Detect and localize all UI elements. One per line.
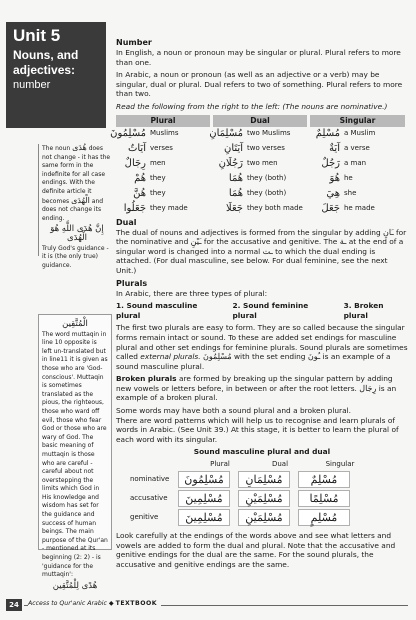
- table-row: [130, 489, 408, 508]
- side-note-huda: [38, 143, 112, 269]
- case-label: nominative: [130, 474, 170, 483]
- arabic-word: جَعَلَا: [226, 203, 243, 215]
- arabic-word: مُسْلِمٌ: [315, 128, 340, 140]
- heading-dual: Dual: [116, 217, 137, 227]
- arabic-word: هِيَ: [326, 188, 340, 200]
- arabic-ending: ـة: [339, 237, 347, 247]
- sound-plural-table: [130, 459, 408, 527]
- plural-type: 3. Broken plural: [343, 301, 384, 320]
- arabic-form-cell: مُسْلِمٌ: [298, 471, 350, 488]
- arabic-form-cell: مُسْلِمِينَ: [178, 490, 230, 507]
- arabic-word: رَجُلَانِ: [218, 158, 243, 170]
- english-gloss: a Muslim: [344, 129, 376, 138]
- table-cell: [310, 174, 405, 184]
- table-cell: [116, 204, 210, 214]
- arabic-word: هُمَا: [228, 188, 243, 200]
- plural-type: 2. Sound feminine plural: [232, 301, 309, 320]
- table-row: [116, 142, 408, 157]
- arabic-word: مُسْلِمَانِ: [209, 128, 243, 140]
- arabic-form-cell: مُسْلِمِينَ: [178, 509, 230, 526]
- text: are formed by breaking up the singular pattern by adding new vowels or letters before, in between or after the root letters.: [116, 374, 393, 393]
- page-number: 24: [6, 599, 22, 611]
- arabic-word: مُسْلِمُونَ: [202, 352, 232, 362]
- table-cell: [213, 189, 307, 199]
- english-gloss: he made: [344, 204, 375, 213]
- main-column: [110, 38, 408, 572]
- side-note-muttaqin: [38, 314, 112, 591]
- arabic-word: هُنَّ: [133, 188, 146, 200]
- arabic-word: آيَةٌ: [329, 143, 340, 155]
- english-gloss: they: [150, 189, 166, 198]
- plural-types: [116, 301, 408, 320]
- text: external plurals.: [140, 352, 201, 362]
- arabic-word: رَجُلٌ: [321, 158, 340, 170]
- arabic-verse: هُدًى لِلْمُتَّقِين: [52, 580, 98, 591]
- header-dual: Dual: [271, 459, 289, 468]
- table-row: [116, 202, 408, 217]
- paragraph: In English, a noun or pronoun may be singular or plural. Plural refers to more than one.: [116, 48, 401, 67]
- text: is an example of a sound masculine plural.: [116, 352, 391, 371]
- heading-number: Number: [116, 38, 152, 47]
- paragraph: In Arabic, there are three types of plural:: [116, 288, 268, 298]
- arabic-verse: إِنَّ هُدَى اللَّهِ هُوَ الْهُدَى: [50, 224, 104, 243]
- arabic-form-cell: مُسْلِمٍ: [298, 509, 350, 526]
- arabic-ending: ـَانِ: [383, 227, 394, 237]
- unit-title: Unit 5: [13, 26, 61, 45]
- table-cell: [209, 128, 307, 140]
- table-cell: [116, 159, 210, 169]
- english-gloss: men: [150, 159, 166, 168]
- english-gloss: two Muslims: [247, 129, 291, 138]
- instruction: Read the following from the right to the left: (The nouns are nominative.): [116, 101, 388, 111]
- table-body: [130, 470, 408, 527]
- english-gloss: they made: [150, 204, 188, 213]
- paragraph: Some words may have both a sound plural and a broken plural.: [116, 406, 352, 416]
- arabic-form-cell: مُسْلِمُونَ: [178, 471, 230, 488]
- arabic-word: هُوَ: [329, 173, 340, 185]
- table-header: [116, 115, 408, 127]
- heading-plurals: Plurals: [116, 278, 148, 288]
- table-cell: [110, 128, 210, 140]
- arabic-word: الْمُتَّقِين: [62, 319, 88, 329]
- arabic-ending: ـُونَ: [307, 352, 321, 362]
- english-gloss: they both made: [247, 204, 303, 213]
- table-cell: [310, 204, 405, 214]
- table-cell: [116, 174, 210, 184]
- arabic-form-cell: مُسْلِمَانِ: [238, 471, 290, 488]
- arabic-word: الْهُدَى: [71, 195, 90, 205]
- table-cell: [116, 189, 210, 199]
- arabic-word: جَعَلُوا: [123, 203, 146, 215]
- page-footer: [0, 596, 416, 620]
- english-gloss: a verse: [344, 144, 370, 153]
- english-gloss: two verses: [247, 144, 285, 153]
- arabic-ending: ـت: [262, 246, 273, 256]
- note-text: The word muttaqin in line 10 opposite is left un-translated but in line11 it is given as those who are 'God-conscious'. Muttaqin is sometimes translated as the pious, the righteous, those who ward off evil, those who fear God or those who are wary of God. The basic meaning of muttaqin is those who are careful - careful about not overstepping the limits which God in His knowledge and wisdom has set for the guidance and success of human beings. The main purpose of the Qur'an - mentioned at its beginning (2: 2) - is 'guidance for the muttaqin':: [42, 330, 108, 579]
- arabic-form-cell: مُسْلِمَيْنِ: [238, 509, 290, 526]
- paragraph: [116, 374, 408, 403]
- text: The first two plurals are easy to form. They are so called because the singular forms remain intact or sound. To these are added set endings for masculine plural and other set endings for feminine plurals. Sound plurals are sometimes called: [116, 323, 408, 362]
- english-gloss: Muslims: [150, 129, 179, 138]
- table-row: [130, 508, 408, 527]
- text: The dual of nouns and adjectives is formed from the singular by adding: [116, 227, 381, 237]
- note-text: does not change - it has the same form in the indefinite for all case endings. With the definite article it becomes: [42, 145, 111, 205]
- arabic-word: هُدَى: [72, 143, 87, 152]
- header-singular: Singular: [310, 115, 405, 127]
- text: with the set ending: [234, 352, 306, 362]
- text: Broken plurals: [116, 374, 177, 384]
- table-body: [110, 127, 408, 217]
- table-cell: [310, 129, 405, 139]
- english-gloss: she: [344, 189, 357, 198]
- header-singular: Singular: [325, 459, 355, 468]
- text: for the accusative and genitive. The: [203, 237, 338, 247]
- table-row: [116, 172, 408, 187]
- paragraph: [116, 228, 408, 276]
- table-row: [116, 187, 408, 202]
- english-gloss: they: [150, 174, 166, 183]
- header-plural: Plural: [116, 115, 210, 127]
- paragraph: There are word patterns which will help us to recognise and learn plurals of words in Arabic. (See Unit 39.) At this stage, it is better to learn the plural of each word with its singular.: [116, 415, 399, 444]
- plural-type: 1. Sound masculine plural: [116, 301, 198, 320]
- arabic-word: آيَاتٌ: [127, 143, 146, 155]
- footer-title: [28, 600, 161, 607]
- table-row: [110, 127, 408, 142]
- unit-subtitle: Nouns, and adjectives:: [13, 48, 79, 77]
- arabic-word: هُمْ: [134, 173, 146, 185]
- number-table: [110, 115, 408, 218]
- header-dual: Dual: [213, 115, 307, 127]
- table-cell: [213, 144, 307, 154]
- paragraph: Look carefully at the endings of the words above and see what letters and vowels are added to form the dual and plural. Note that the accusative and genitive endings for the dual are the same. For the sound plurals, the accusative and genitive endings are the same.: [116, 531, 396, 569]
- table-cell: [310, 189, 405, 199]
- table-cell: [310, 144, 405, 154]
- table-cell: [116, 144, 210, 154]
- arabic-word: آيَتَانِ: [224, 143, 243, 155]
- arabic-word: جَعَلَ: [321, 203, 340, 215]
- case-label: genitive: [130, 512, 159, 521]
- table-cell: [213, 174, 307, 184]
- arabic-word: هُمَا: [228, 173, 243, 185]
- paragraph: [116, 323, 408, 371]
- note-text: and does not change its ending.: [42, 197, 104, 222]
- english-gloss: verses: [150, 144, 173, 153]
- arabic-form-cell: مُسْلِمًا: [298, 490, 350, 507]
- unit-topic: number: [13, 79, 51, 91]
- footer-label: TEXTBOOK: [115, 600, 158, 607]
- english-gloss: they (both): [247, 189, 287, 198]
- arabic-word: رِجَالٌ: [124, 158, 146, 170]
- header-plural: Plural: [210, 459, 230, 468]
- note-translation: Truly God's guidance - it is (the only true) guidance.: [42, 244, 109, 269]
- table-row: [116, 157, 408, 172]
- english-gloss: two men: [247, 159, 278, 168]
- sound-plural-table-title: Sound masculine plural and dual: [193, 447, 331, 457]
- table-row: [130, 470, 408, 489]
- bullet-icon: ◆: [108, 600, 114, 607]
- text: is an example of a broken plural.: [116, 383, 397, 403]
- note-text: The noun: [42, 145, 71, 152]
- paragraph: In Arabic, a noun or pronoun (as well as an adjective or a verb) may be singular, dual or plural. Dual refers to two of something. Plural refers to more than two.: [116, 70, 403, 99]
- text: to which the dual ending is attached. (For dual masculine, see below. For dual feminine, see the next Unit.): [116, 246, 388, 275]
- english-gloss: he: [344, 174, 353, 183]
- book-title: Access to Qur'anic Arabic: [28, 600, 107, 607]
- text: for the nominative and: [116, 227, 407, 247]
- arabic-word: مُسْلِمُونَ: [110, 128, 146, 140]
- table-cell: [310, 159, 405, 169]
- case-label: accusative: [130, 493, 168, 502]
- text: at the end of a singular word is changed into a normal: [116, 237, 404, 256]
- table-cell: [213, 159, 307, 169]
- table-header: [130, 459, 408, 470]
- english-gloss: a man: [344, 159, 367, 168]
- unit-header-box: [6, 22, 106, 128]
- arabic-word: رِجَال: [359, 383, 377, 393]
- table-cell: [213, 204, 307, 214]
- arabic-form-cell: مُسْلِمَيْنِ: [238, 490, 290, 507]
- english-gloss: they (both): [247, 174, 287, 183]
- arabic-ending: ـَيْنِ: [190, 237, 202, 247]
